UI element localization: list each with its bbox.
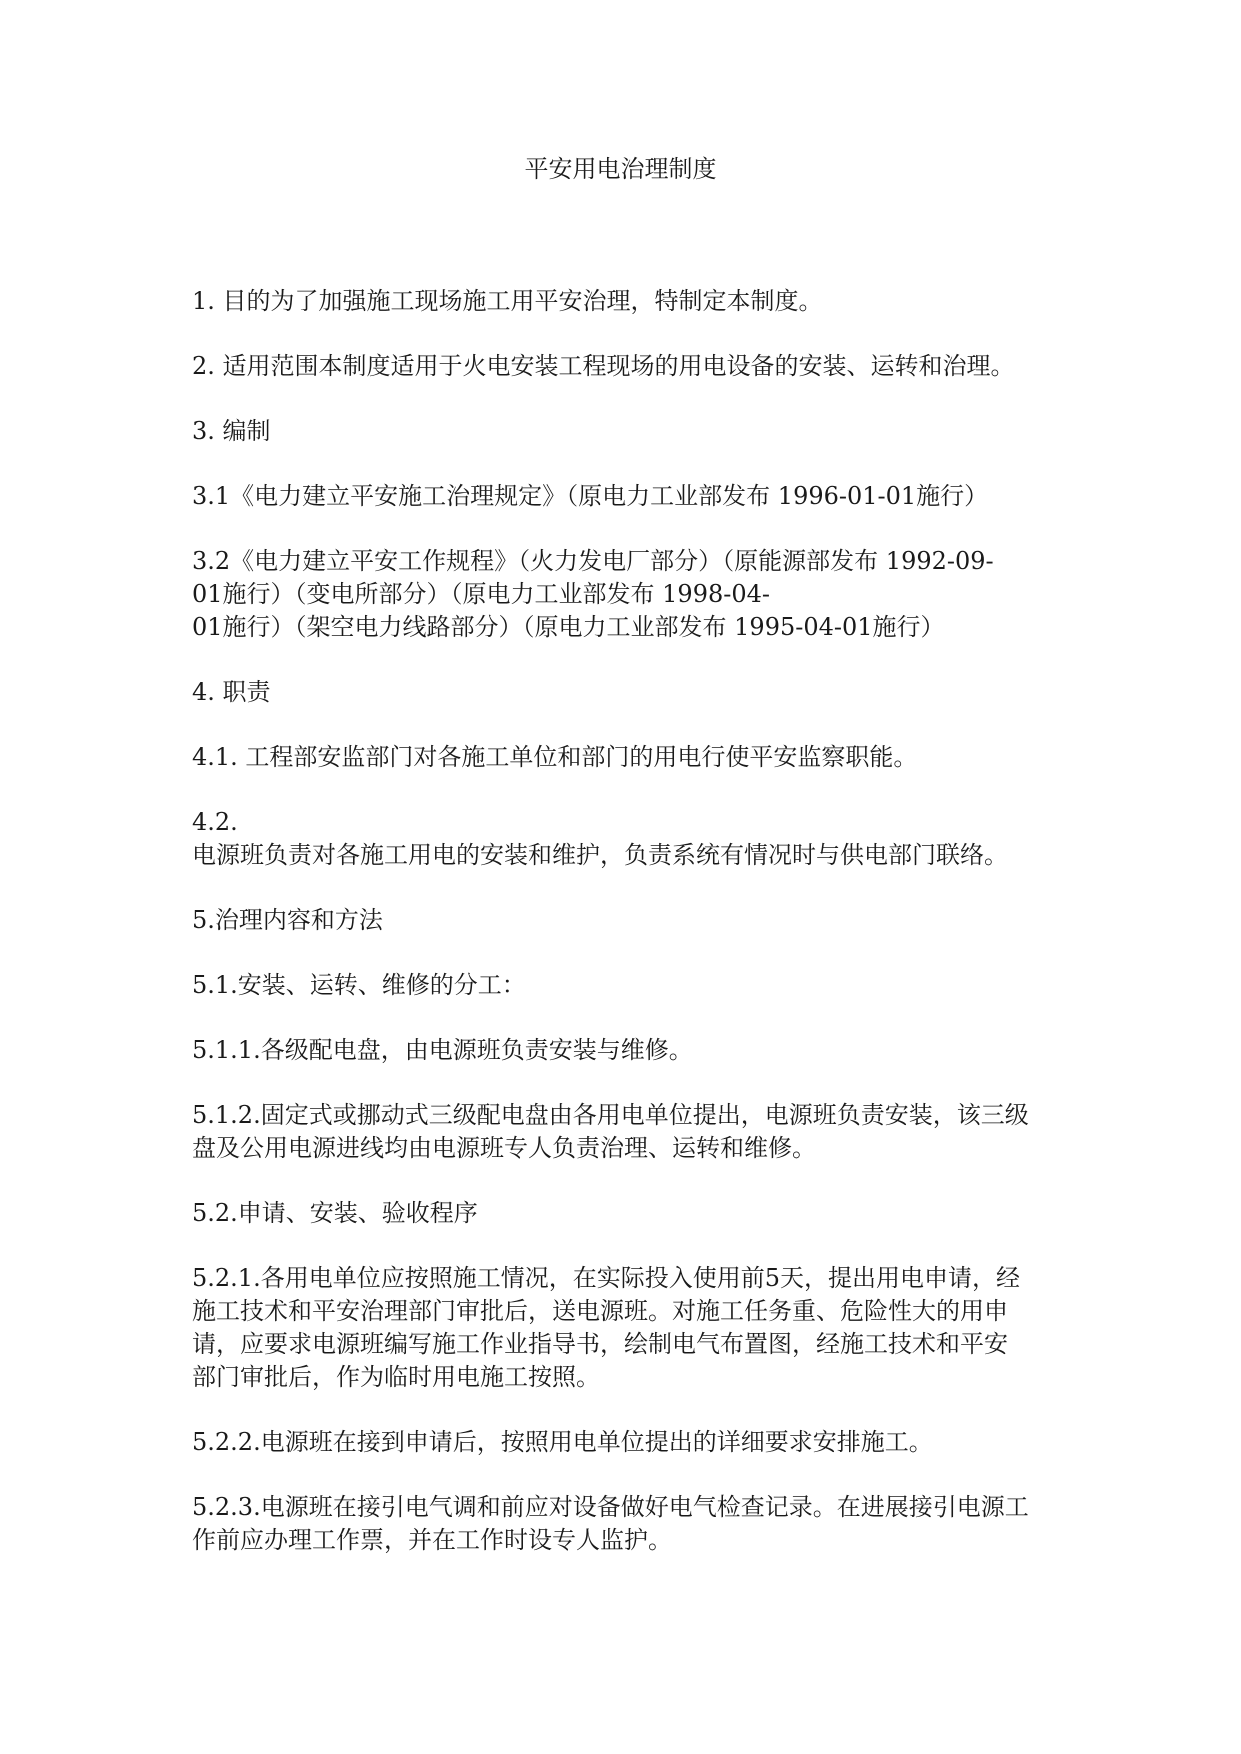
paragraph	[192, 1426, 1072, 1459]
paragraph-line: 请，应要求电源班编写施工作业指导书，绘制电气布置图，经施工技术和平安	[192, 1330, 1008, 1358]
paragraph-line: 3.1《电力建立平安施工治理规定》（原电力工业部发布 1996-01-01施行）	[192, 482, 989, 510]
paragraph	[192, 1034, 1072, 1067]
paragraph-line: 01施行）（变电所部分）（原电力工业部发布 1998-04-	[192, 580, 771, 608]
paragraph-line: 3. 编制	[192, 417, 271, 445]
paragraph-line: 5.2.申请、安装、验收程序	[192, 1199, 478, 1227]
paragraph	[192, 350, 1072, 383]
paragraph-line: 5.2.3.电源班在接引电气调和前应对设备做好电气检查记录。在进展接引电源工	[192, 1493, 1029, 1521]
paragraph-line: 5.2.1.各用电单位应按照施工情况，在实际投入使用前5天，提出用电申请，经	[192, 1264, 1020, 1292]
paragraph-line: 电源班负责对各施工用电的安装和维护，负责系统有情况时与供电部门联络。	[192, 841, 1008, 869]
paragraph	[192, 676, 1072, 709]
paragraph	[192, 1197, 1072, 1230]
paragraph-line: 1. 目的为了加强施工现场施工用平安治理，特制定本制度。	[192, 287, 823, 315]
paragraph-line: 3.2《电力建立平安工作规程》（火力发电厂部分）（原能源部发布 1992-09-	[192, 547, 994, 575]
paragraph-line: 2. 适用范围本制度适用于火电安装工程现场的用电设备的安装、运转和治理。	[192, 352, 1015, 380]
paragraph-line: 5.1.2.固定式或挪动式三级配电盘由各用电单位提出，电源班负责安装，该三级	[192, 1101, 1029, 1129]
paragraph-line: 盘及公用电源进线均由电源班专人负责治理、运转和维修。	[192, 1134, 816, 1162]
paragraph	[192, 545, 1072, 644]
paragraph-line: 4. 职责	[192, 678, 271, 706]
paragraph-line: 4.1. 工程部安监部门对各施工单位和部门的用电行使平安监察职能。	[192, 743, 918, 771]
paragraph	[192, 969, 1072, 1002]
paragraph	[192, 1262, 1072, 1394]
document-title: 平安用电治理制度	[524, 155, 717, 183]
paragraph-line: 作前应办理工作票，并在工作时设专人监护。	[192, 1526, 672, 1554]
paragraph	[192, 806, 1072, 872]
paragraph	[192, 285, 1072, 318]
paragraph-line: 4.2.	[192, 808, 238, 836]
paragraph	[192, 1491, 1072, 1557]
paragraph-line: 5.治理内容和方法	[192, 906, 383, 934]
paragraph	[192, 1099, 1072, 1165]
paragraph-line: 5.1.安装、运转、维修的分工：	[192, 971, 526, 999]
paragraph	[192, 741, 1072, 774]
paragraph	[192, 415, 1072, 448]
paragraph-line: 施工技术和平安治理部门审批后，送电源班。对施工任务重、危险性大的用申	[192, 1297, 1008, 1325]
paragraph-line: 5.2.2.电源班在接到申请后，按照用电单位提出的详细要求安排施工。	[192, 1428, 933, 1456]
paragraph-line: 部门审批后，作为临时用电施工按照。	[192, 1363, 600, 1391]
paragraph-line: 01施行）（架空电力线路部分）（原电力工业部发布 1995-04-01施行）	[192, 613, 945, 641]
paragraph	[192, 480, 1072, 513]
document-body	[192, 285, 1072, 1589]
paragraph-line: 5.1.1.各级配电盘，由电源班负责安装与维修。	[192, 1036, 693, 1064]
paragraph	[192, 904, 1072, 937]
